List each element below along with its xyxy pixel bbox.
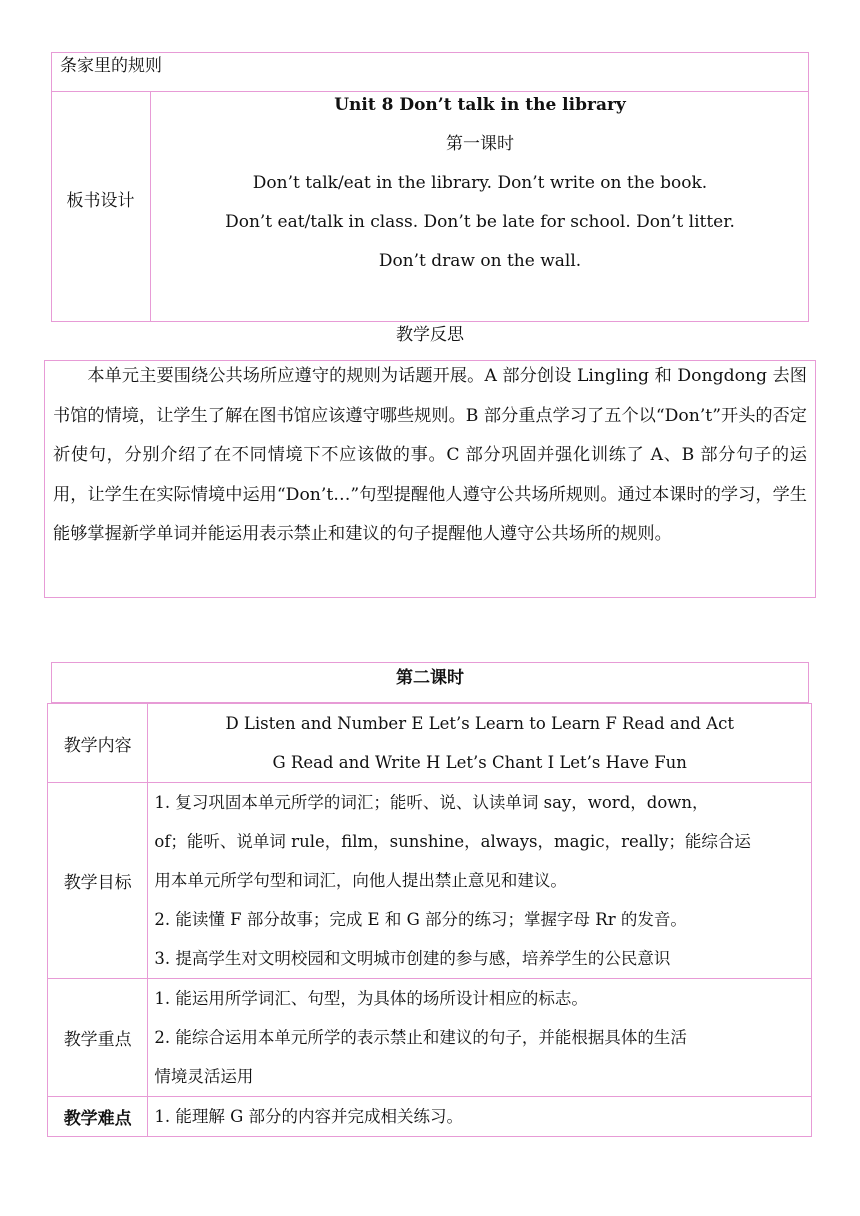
table-row	[48, 1097, 812, 1137]
objective-line: 3. 提高学生对文明校园和文明城市创建的参与感，培养学生的公民意识	[154, 949, 671, 968]
content-line: G Read and Write H Let’s Chant I Let’s Have Fun	[272, 753, 687, 772]
board-line: Don’t eat/talk in class. Don’t be late for school. Don’t litter.	[225, 212, 735, 232]
objectives-label: 教学目标	[48, 783, 148, 979]
content-cell	[148, 704, 812, 783]
board-design-label: 板书设计	[66, 191, 135, 211]
lesson2-table	[47, 703, 812, 1137]
objective-line: 1. 复习巩固本单元所学的词汇；能听、说、认读单词 say，word，down，	[154, 793, 709, 812]
table-row	[48, 979, 812, 1097]
content-label: 教学内容	[48, 704, 148, 783]
board-design-content	[151, 86, 809, 281]
difficulty-label: 教学难点	[48, 1097, 148, 1137]
table-row	[48, 783, 812, 979]
board-lesson-label: 第一课时	[446, 134, 514, 154]
home-rules-text: 条家里的规则	[60, 56, 162, 76]
board-line: Don’t draw on the wall.	[378, 251, 582, 271]
difficulty-cell	[148, 1097, 812, 1137]
reflection-paragraph: 本单元主要围绕公共场所应遵守的规则为话题开展。A 部分创设 Lingling 和 Dongdong 去图书馆的情境，让学生了解在图书馆应该遵守哪些规则。B 部分重点学习了五个以“Don’t”开头的否定祈使句，分别介绍了在不同情境下不应该做的事。C 部分巩固并强化训练了 A、B 部分句子的运用，让学生在实际情境中运用“Don’t…”句型提醒他人遵守公共场所规则。通过本课时的学习，学生能够掌握新学单词并能运用表示禁止和建议的句子提醒他人遵守公共场所的规则。	[53, 366, 807, 545]
board-unit-title: Unit 8 Don’t talk in the library	[334, 95, 626, 115]
reflection-box	[44, 360, 816, 598]
key-points-label: 教学重点	[48, 979, 148, 1097]
table-row	[48, 704, 812, 783]
difficulty-line: 1. 能理解 G 部分的内容并完成相关练习。	[154, 1106, 464, 1126]
key-point-line: 2. 能综合运用本单元所学的表示禁止和建议的句子，并能根据具体的生活	[154, 1028, 687, 1047]
objective-line: of；能听、说单词 rule，film，sunshine，always，magic，really；能综合运	[154, 832, 751, 851]
key-points-cell	[148, 979, 812, 1097]
objective-line: 2. 能读懂 F 部分故事；完成 E 和 G 部分的练习；掌握字母 Rr 的发音。	[154, 910, 687, 929]
key-point-line: 情境灵活运用	[154, 1067, 254, 1086]
key-point-line: 1. 能运用所学词汇、句型，为具体的场所设计相应的标志。	[154, 989, 588, 1008]
lesson2-title: 第二课时	[51, 662, 809, 703]
objective-line: 用本单元所学句型和词汇，向他人提出禁止意见和建议。	[154, 871, 567, 890]
objectives-cell	[148, 783, 812, 979]
content-line: D Listen and Number E Let’s Learn to Learn F Read and Act	[225, 714, 734, 733]
board-line: Don’t talk/eat in the library. Don’t write on the book.	[252, 173, 708, 193]
reflection-heading: 教学反思	[396, 325, 464, 345]
